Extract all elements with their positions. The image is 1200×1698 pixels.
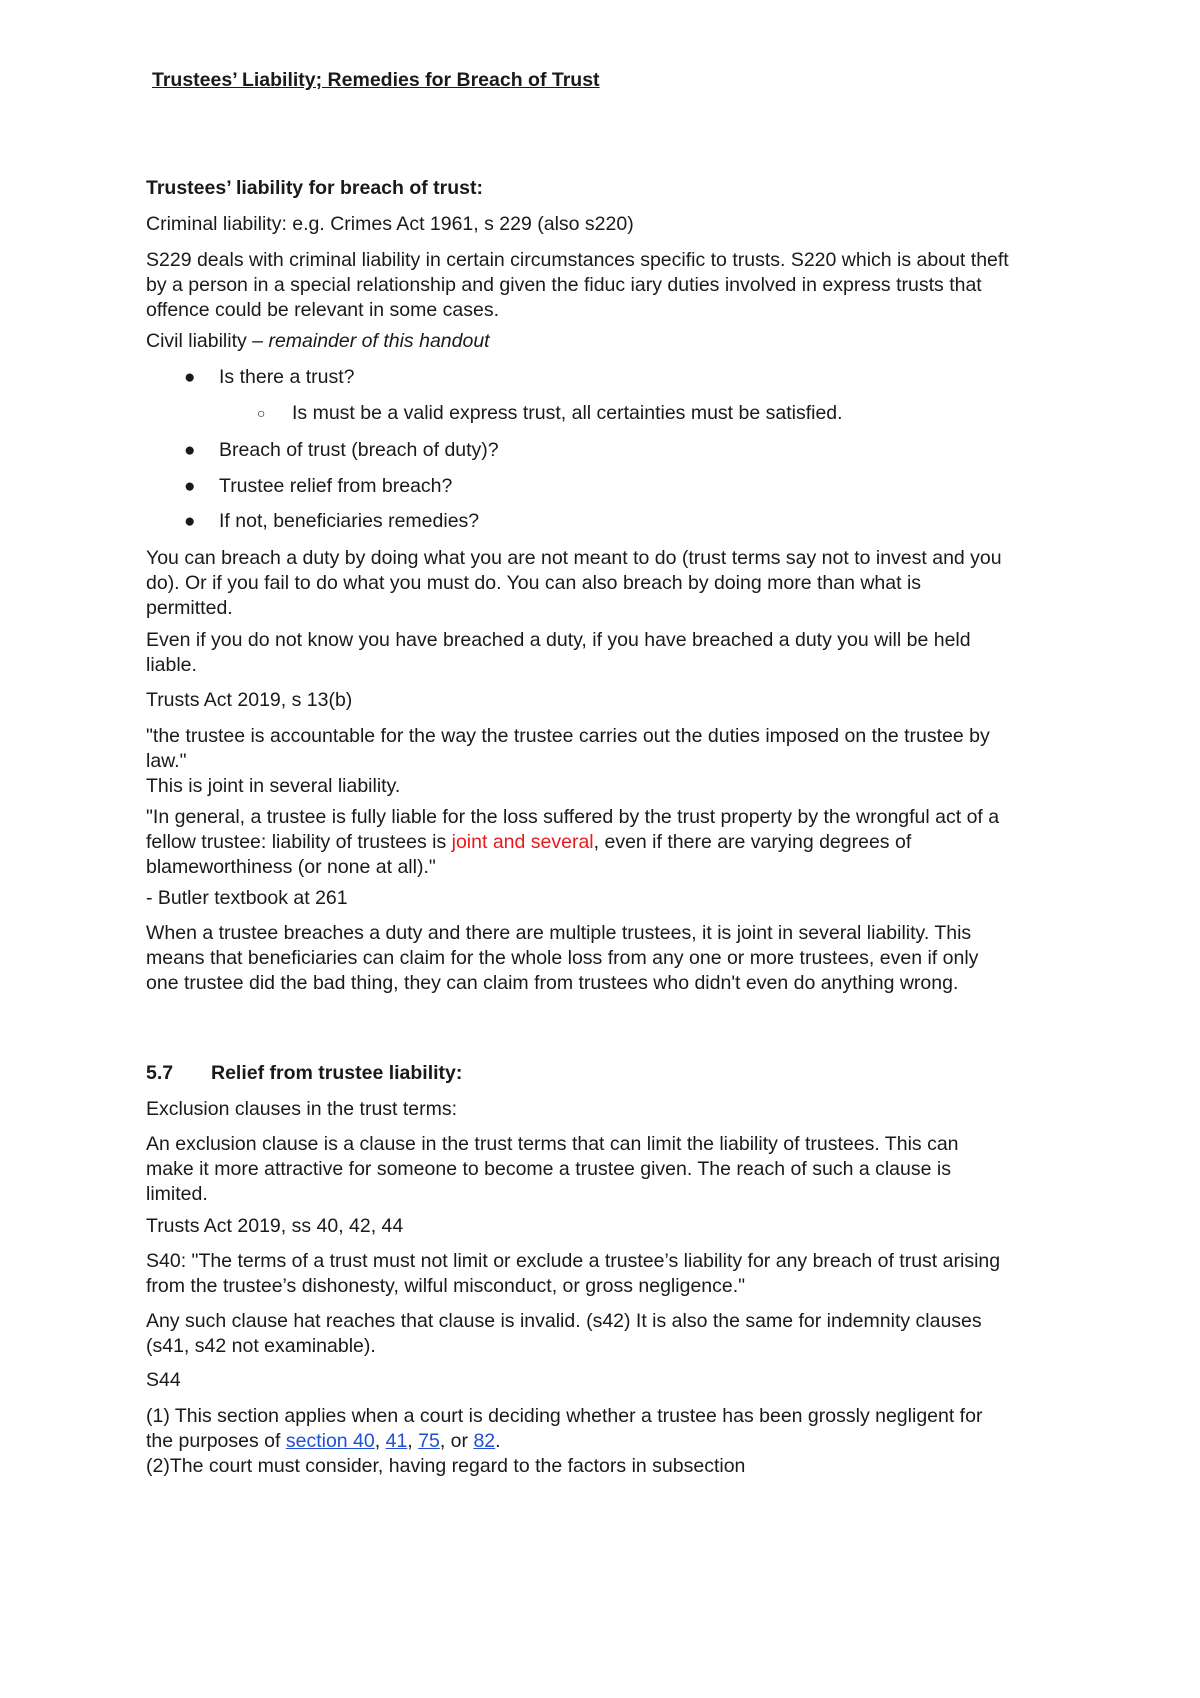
paragraph-line: by a person in a special relationship and given the fiduc iary duties involved in express trusts that xyxy=(146,274,982,296)
document-title: Trustees’ Liability; Remedies for Breach of Trust xyxy=(152,69,600,91)
paragraph-line: one trustee did the bad thing, they can claim from trustees who didn't even do anything wrong. xyxy=(146,972,959,994)
s44-paragraph xyxy=(146,1404,982,1479)
paragraph-line: S40: "The terms of a trust must not limit or exclude a trustee’s liability for any breach of trust arising xyxy=(146,1250,1001,1272)
paragraph-line: An exclusion clause is a clause in the trust terms that can limit the liability of trustees. This can xyxy=(146,1133,959,1155)
paragraph-line: Even if you do not know you have breached a duty, if you have breached a duty you will be held xyxy=(146,629,971,651)
bullet-text: Breach of trust (breach of duty)? xyxy=(219,439,499,461)
paragraph-line: (2)The court must consider, having regard to the factors in subsection xyxy=(146,1455,746,1477)
paragraph-line: limited. xyxy=(146,1183,208,1205)
section2-heading xyxy=(146,1061,462,1086)
paragraph-line: blameworthiness (or none at all)." xyxy=(146,856,436,878)
section2-number: 5.7 xyxy=(146,1062,174,1084)
text-fragment: , xyxy=(374,1430,386,1452)
text-fragment: the purposes of xyxy=(146,1430,286,1452)
bullet-dot-icon: ● xyxy=(184,476,196,497)
bullet-text: Is there a trust? xyxy=(219,366,355,388)
quote1-paragraph xyxy=(146,724,990,799)
highlighted-text: joint and several xyxy=(451,831,594,853)
bullet-circle-icon: ○ xyxy=(257,405,266,421)
quote2-paragraph xyxy=(146,805,999,880)
section-82-link[interactable]: 82 xyxy=(473,1430,496,1452)
paragraph-line: S229 deals with criminal liability in certain circumstances specific to trusts. S220 which is about theft xyxy=(146,249,1009,271)
section2-title: Relief from trustee liability: xyxy=(211,1062,463,1084)
paragraph-line xyxy=(146,830,999,855)
paragraph-line: from the trustee’s dishonesty, wilful misconduct, or gross negligence." xyxy=(146,1275,746,1297)
sub-bullet-text: Is must be a valid express trust, all certainties must be satisfied. xyxy=(292,402,843,424)
section-40-link[interactable]: section 40 xyxy=(285,1430,375,1452)
sub-bullet-item xyxy=(146,401,1136,426)
s44-label: S44 xyxy=(146,1369,181,1391)
paragraph-line: "In general, a trustee is fully liable for the loss suffered by the trust property by the wrongful act of a xyxy=(146,806,1000,828)
bullet-text: If not, beneficiaries remedies? xyxy=(219,510,480,532)
s40-paragraph xyxy=(146,1249,1000,1299)
section-75-link[interactable]: 75 xyxy=(418,1430,440,1452)
paragraph-line: (1) This section applies when a court is deciding whether a trustee has been grossly negligent for xyxy=(146,1405,983,1427)
butler-citation: - Butler textbook at 261 xyxy=(146,887,348,909)
paragraph-line: This is joint in several liability. xyxy=(146,775,401,797)
bullet-dot-icon: ● xyxy=(184,367,196,388)
section-41-link[interactable]: 41 xyxy=(385,1430,408,1452)
civil-liability-note: remainder of this handout xyxy=(268,330,490,352)
paragraph-line: liable. xyxy=(146,654,197,676)
paragraph-line: law." xyxy=(146,750,187,772)
bullet-dot-icon: ● xyxy=(184,440,196,461)
even-paragraph xyxy=(146,628,971,678)
quote-text: fellow trustee: liability of trustees is xyxy=(146,831,452,853)
criminal-liability-line: Criminal liability: e.g. Crimes Act 1961, s 229 (also s220) xyxy=(146,213,634,235)
bullet-item xyxy=(146,474,1136,499)
paragraph-line: (s41, s42 not examinable). xyxy=(146,1335,376,1357)
exclusion-paragraph xyxy=(146,1132,959,1207)
paragraph-line xyxy=(146,1429,982,1454)
trusts-act-reference: Trusts Act 2019, s 13(b) xyxy=(146,689,353,711)
any-clause-paragraph xyxy=(146,1309,982,1359)
paragraph-line: means that beneficiaries can claim for the whole loss from any one or more trustees, even if only xyxy=(146,947,979,969)
paragraph-line: Any such clause hat reaches that clause is invalid. (s42) It is also the same for indemnity clauses xyxy=(146,1310,982,1332)
section1-heading: Trustees’ liability for breach of trust: xyxy=(146,177,483,199)
bullet-dot-icon: ● xyxy=(184,511,196,532)
paragraph-line: When a trustee breaches a duty and there are multiple trustees, it is joint in several liability. This xyxy=(146,922,972,944)
paragraph-line: You can breach a duty by doing what you are not meant to do (trust terms say not to invest and you xyxy=(146,547,1002,569)
quote-text: , even if there are varying degrees of xyxy=(593,831,912,853)
paragraph-line: "the trustee is accountable for the way the trustee carries out the duties imposed on the trustee by xyxy=(146,725,990,747)
civil-liability-label: Civil liability – xyxy=(146,330,269,352)
paragraph-line: make it more attractive for someone to become a trustee given. The reach of such a clause is xyxy=(146,1158,951,1180)
s229-paragraph xyxy=(146,248,1009,323)
paragraph-line: do). Or if you fail to do what you must do. You can also breach by doing more than what is xyxy=(146,572,922,594)
text-fragment: , xyxy=(407,1430,419,1452)
exclusion-line: Exclusion clauses in the trust terms: xyxy=(146,1098,458,1120)
text-fragment: , or xyxy=(439,1430,474,1452)
trusts-act-sections-reference: Trusts Act 2019, ss 40, 42, 44 xyxy=(146,1215,404,1237)
civil-liability-line xyxy=(146,329,490,354)
breach-paragraph xyxy=(146,546,1002,621)
text-fragment: . xyxy=(495,1430,501,1452)
paragraph-line: permitted. xyxy=(146,597,233,619)
when-paragraph xyxy=(146,921,978,996)
paragraph-line: offence could be relevant in some cases. xyxy=(146,299,500,321)
bullet-item xyxy=(146,509,1136,534)
bullet-text: Trustee relief from breach? xyxy=(219,475,453,497)
bullet-item xyxy=(146,438,1136,463)
bullet-item xyxy=(146,365,1136,390)
